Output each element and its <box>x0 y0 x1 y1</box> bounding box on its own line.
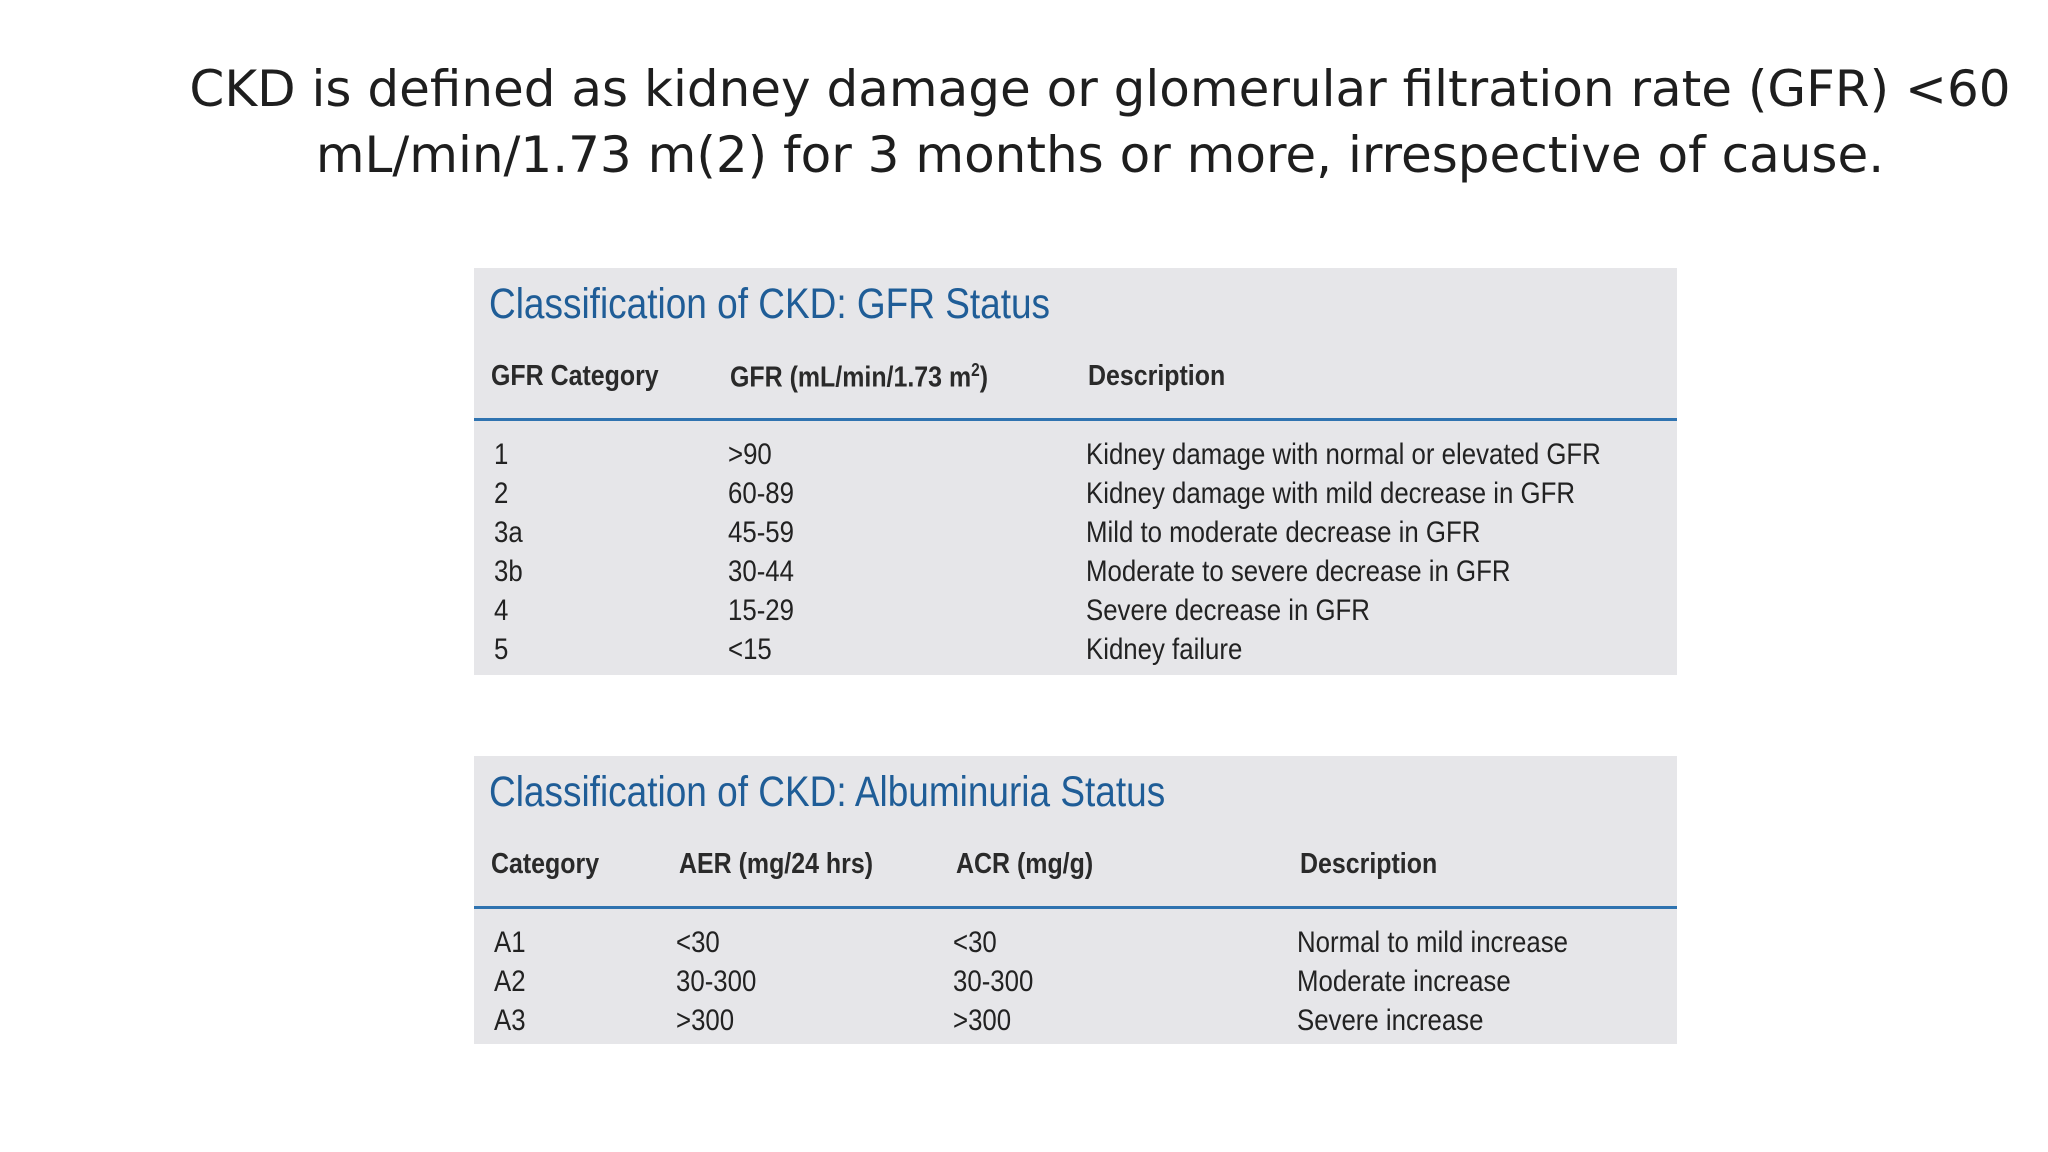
albuminuria-category-header: Category <box>491 848 600 880</box>
acr-cell: 30-300 <box>953 965 1034 998</box>
table-row <box>474 962 1677 1001</box>
gfr-category-cell: 4 <box>494 594 509 627</box>
acr-cell: >300 <box>953 1004 1012 1037</box>
gfr-category-header: GFR Category <box>491 360 659 392</box>
gfr-category-cell: 1 <box>494 438 509 471</box>
gfr-description-cell: Kidney failure <box>1086 633 1243 666</box>
table-row <box>474 513 1677 552</box>
albuminuria-category-cell: A2 <box>494 965 526 998</box>
acr-header: ACR (mg/g) <box>956 848 1094 880</box>
albuminuria-description-cell: Severe increase <box>1297 1004 1484 1037</box>
gfr-value-cell: 15-29 <box>728 594 794 627</box>
albuminuria-description-cell: Normal to mild increase <box>1297 926 1568 959</box>
table-row <box>474 630 1677 669</box>
gfr-value-cell: 45-59 <box>728 516 794 549</box>
aer-header: AER (mg/24 hrs) <box>679 848 874 880</box>
gfr-category-cell: 2 <box>494 477 509 510</box>
albuminuria-table-title: Classification of CKD: Albuminuria Status <box>489 768 1166 816</box>
gfr-value-cell: >90 <box>728 438 772 471</box>
albuminuria-status-table <box>474 756 1677 1044</box>
gfr-value-cell: 30-44 <box>728 555 794 588</box>
gfr-category-cell: 3b <box>494 555 523 588</box>
gfr-table-title: Classification of CKD: GFR Status <box>489 280 1051 328</box>
gfr-description-cell: Kidney damage with mild decrease in GFR <box>1086 477 1575 510</box>
slide-heading <box>160 56 2040 188</box>
gfr-description-header: Description <box>1088 360 1226 392</box>
albuminuria-description-header: Description <box>1300 848 1438 880</box>
gfr-description-cell: Kidney damage with normal or elevated GFR <box>1086 438 1601 471</box>
heading-line-1: CKD is defined as kidney damage or glomerular filtration rate (GFR) <60 <box>189 60 2011 118</box>
acr-cell: <30 <box>953 926 997 959</box>
gfr-value-cell: 60-89 <box>728 477 794 510</box>
heading-line-2: mL/min/1.73 m(2) for 3 months or more, irrespective of cause. <box>315 126 1885 184</box>
albuminuria-category-cell: A1 <box>494 926 526 959</box>
gfr-value-cell: <15 <box>728 633 772 666</box>
gfr-status-table <box>474 268 1677 675</box>
gfr-value-header <box>730 360 988 395</box>
gfr-header-text: GFR (mL/min/1.73 m <box>730 361 972 394</box>
table-row <box>474 1001 1677 1040</box>
aer-cell: 30-300 <box>676 965 757 998</box>
gfr-header-superscript: 2 <box>971 360 980 380</box>
table-row <box>474 435 1677 474</box>
gfr-category-cell: 5 <box>494 633 509 666</box>
gfr-header-divider <box>474 418 1677 421</box>
albuminuria-description-cell: Moderate increase <box>1297 965 1511 998</box>
albuminuria-header-divider <box>474 906 1677 909</box>
table-row <box>474 552 1677 591</box>
aer-cell: <30 <box>676 926 720 959</box>
albuminuria-category-cell: A3 <box>494 1004 526 1037</box>
gfr-description-cell: Mild to moderate decrease in GFR <box>1086 516 1481 549</box>
table-row <box>474 591 1677 630</box>
gfr-description-cell: Severe decrease in GFR <box>1086 594 1370 627</box>
aer-cell: >300 <box>676 1004 735 1037</box>
gfr-header-close: ) <box>979 361 989 394</box>
gfr-description-cell: Moderate to severe decrease in GFR <box>1086 555 1511 588</box>
gfr-category-cell: 3a <box>494 516 523 549</box>
table-row <box>474 474 1677 513</box>
table-row <box>474 923 1677 962</box>
